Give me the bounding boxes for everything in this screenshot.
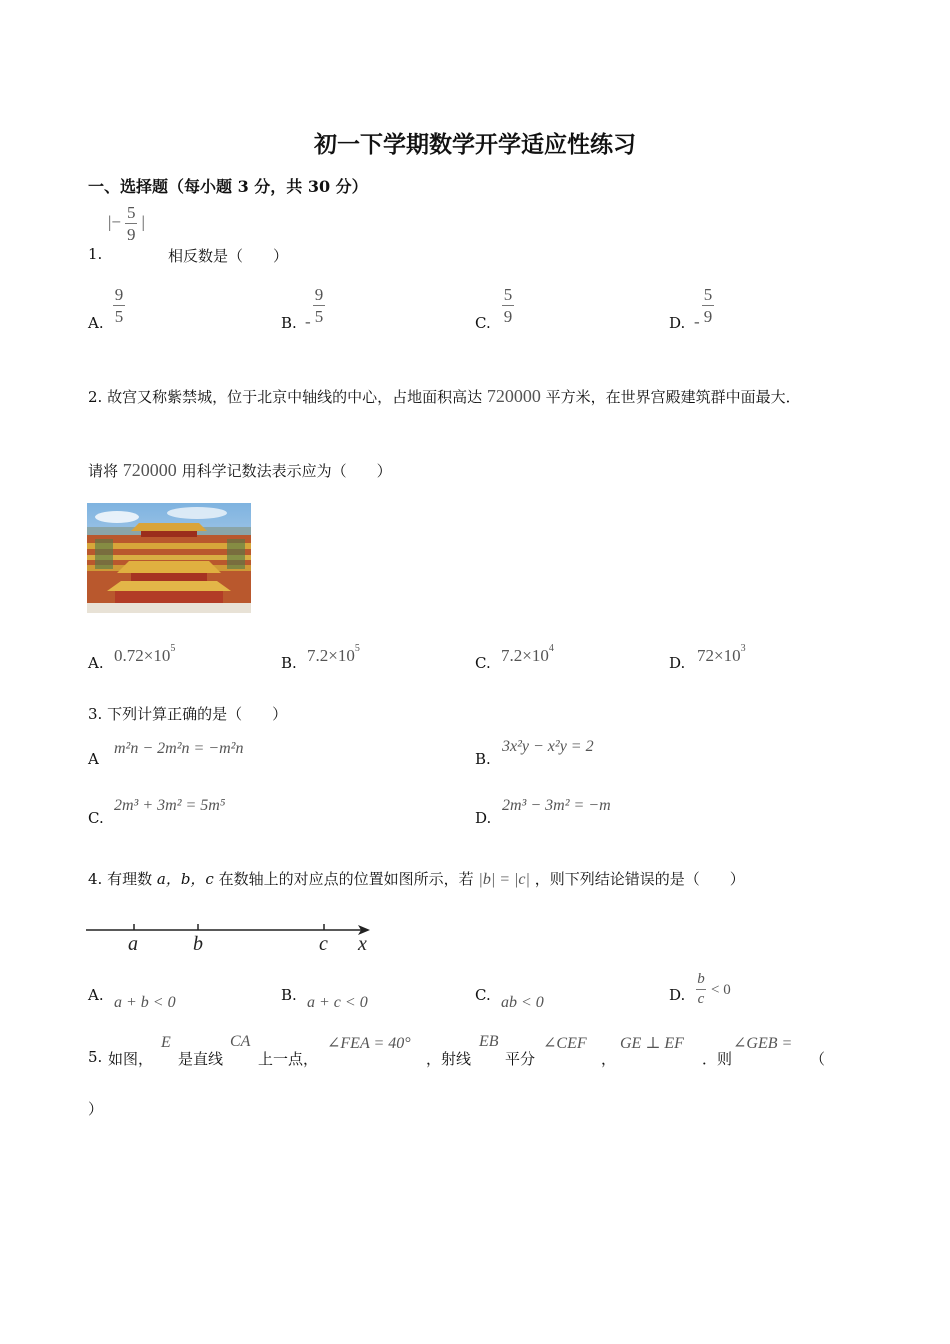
- q1-option-c-denominator: 9: [503, 307, 513, 326]
- q2-option-b-label: B.: [281, 654, 297, 672]
- q4-option-d-label: D.: [669, 986, 686, 1004]
- q3-option-c-expr: 2m³ + 3m² = 5m⁵: [114, 797, 226, 814]
- q5-text-8: （: [810, 1050, 826, 1068]
- q5-text-9: ）: [88, 1100, 104, 1118]
- q4-text-b: 在数轴上的对应点的位置如图所示，若: [218, 870, 474, 888]
- q3-text: 下列计算正确的是（ ）: [107, 705, 288, 723]
- q3-number: 3.: [88, 705, 103, 723]
- q2-text-c: 请将: [88, 462, 119, 480]
- q4-text-c: ，则下列结论错误的是（ ）: [534, 870, 745, 888]
- q5-math-7: ∠GEB =: [733, 1035, 793, 1052]
- q5-text-5: 平分: [505, 1050, 536, 1068]
- q3-option-d-label: D.: [475, 809, 492, 827]
- q3-option-b-label: B.: [475, 750, 491, 768]
- q1-expr-prefix: |−: [108, 212, 121, 232]
- q1-expression: [108, 204, 145, 243]
- forbidden-city-image: [87, 503, 251, 613]
- axis-label-c: c: [319, 933, 328, 955]
- number-line-svg: [86, 916, 376, 956]
- q2-option-d-exp: 3: [740, 643, 746, 654]
- q1-option-d-label: D.: [669, 314, 686, 332]
- number-line-figure: [86, 916, 376, 956]
- q1-option-d-sign: -: [694, 312, 700, 331]
- q3-option-a-label: A: [88, 750, 99, 768]
- q5-text-6: ，: [601, 1050, 617, 1068]
- q3-option-a-expr: m²n − 2m²n = −m²n: [114, 740, 244, 757]
- q1-option-c-numerator: 5: [503, 285, 513, 304]
- q3-option-c-label: C.: [88, 809, 104, 827]
- q1-text: 相反数是（ ）: [168, 247, 289, 265]
- q5-math-6: GE ⊥ EF: [620, 1035, 684, 1052]
- q2-option-b-exp: 5: [354, 643, 360, 654]
- q1-expr-denominator: 9: [127, 225, 136, 244]
- q5-math-4: EB: [479, 1033, 499, 1050]
- q1-option-d-denominator: 9: [703, 307, 713, 326]
- q2-number: 2.: [88, 388, 103, 406]
- q2-option-a-exp: 5: [170, 643, 176, 654]
- q5-text-2: 是直线: [178, 1050, 224, 1068]
- q2-option-d-label: D.: [669, 654, 686, 672]
- q2-text-d: 用科学记数法表示应为（ ）: [181, 462, 392, 480]
- q2-option-c-exp: 4: [548, 643, 554, 654]
- q4-option-d-numerator: b: [697, 971, 705, 987]
- q4-line: [88, 868, 745, 889]
- section-heading: 一、选择题（每小题 3 分，共 30 分）: [88, 177, 368, 196]
- q2-value-repeat: 720000: [122, 460, 177, 480]
- q1-option-b-denominator: 5: [314, 307, 324, 326]
- q2-option-a-label: A.: [88, 654, 104, 672]
- q4-number: 4.: [88, 870, 103, 888]
- q4-condition: |b| = |c|: [478, 871, 530, 888]
- q5-text-1: 如图，: [108, 1050, 154, 1068]
- q4-option-d-denominator: c: [697, 991, 705, 1007]
- q2-option-c-label: C.: [475, 654, 491, 672]
- q5-math-3: ∠FEA = 40°: [327, 1035, 411, 1052]
- q4-option-d-rest: < 0: [711, 982, 731, 998]
- q5-math-5: ∠CEF: [543, 1035, 587, 1052]
- q4-vars: a，b，c: [156, 870, 214, 888]
- q2-option-b-base: 7.2×10: [307, 646, 355, 665]
- q1-option-a-denominator: 5: [114, 307, 124, 326]
- q2-text-b: 平方米，在世界宫殿建筑群中面最大．: [545, 388, 801, 406]
- q4-option-c-expr: ab < 0: [501, 994, 544, 1011]
- q5-math-2: CA: [230, 1033, 251, 1050]
- q2-option-d-base: 72×10: [697, 646, 741, 665]
- q1-option-a-label: A.: [88, 314, 104, 332]
- q1-option-b-numerator: 9: [314, 285, 324, 304]
- q1-number: 1.: [88, 245, 103, 263]
- q5-number: 5.: [88, 1048, 103, 1066]
- q1-option-b-label: B.: [281, 314, 297, 332]
- q2-value: 720000: [486, 386, 541, 406]
- q4-option-a-label: A.: [88, 986, 104, 1004]
- q1-option-a-numerator: 9: [114, 285, 124, 304]
- q1-option-d-numerator: 5: [703, 285, 713, 304]
- q5-math-1: E: [161, 1034, 171, 1051]
- q4-text-a: 有理数: [107, 870, 153, 888]
- q1-option-b-sign: -: [305, 312, 311, 331]
- q1-option-c-label: C.: [475, 314, 491, 332]
- q2-line-2: [88, 460, 392, 481]
- q1-expr-numerator: 5: [127, 203, 136, 222]
- page-title: 初一下学期数学开学适应性练习: [314, 131, 636, 158]
- q4-option-b-expr: a + c < 0: [307, 994, 368, 1011]
- axis-label-b: b: [193, 933, 203, 955]
- q2-text-a: 故宫又称紫禁城，位于北京中轴线的中心，占地面积高达: [107, 388, 483, 406]
- q5-text-3: 上一点，: [258, 1050, 319, 1068]
- q2-option-a-base: 0.72×10: [114, 646, 171, 665]
- q4-option-a-expr: a + b < 0: [114, 994, 176, 1011]
- q4-option-c-label: C.: [475, 986, 491, 1004]
- q3-option-b-expr: 3x²y − x²y = 2: [502, 738, 594, 755]
- q3-option-d-expr: 2m³ − 3m² = −m: [502, 797, 611, 814]
- q2-option-c-base: 7.2×10: [501, 646, 549, 665]
- q1-expr-suffix: |: [141, 212, 145, 232]
- q5-text-7: ．则: [702, 1050, 733, 1068]
- axis-label-x: x: [358, 933, 367, 955]
- q3-line: [88, 703, 287, 724]
- axis-label-a: a: [128, 933, 138, 955]
- forbidden-city-photo: [87, 503, 251, 613]
- q5-text-4: ，射线: [426, 1050, 472, 1068]
- q2-line-1: [88, 386, 801, 407]
- q4-option-b-label: B.: [281, 986, 297, 1004]
